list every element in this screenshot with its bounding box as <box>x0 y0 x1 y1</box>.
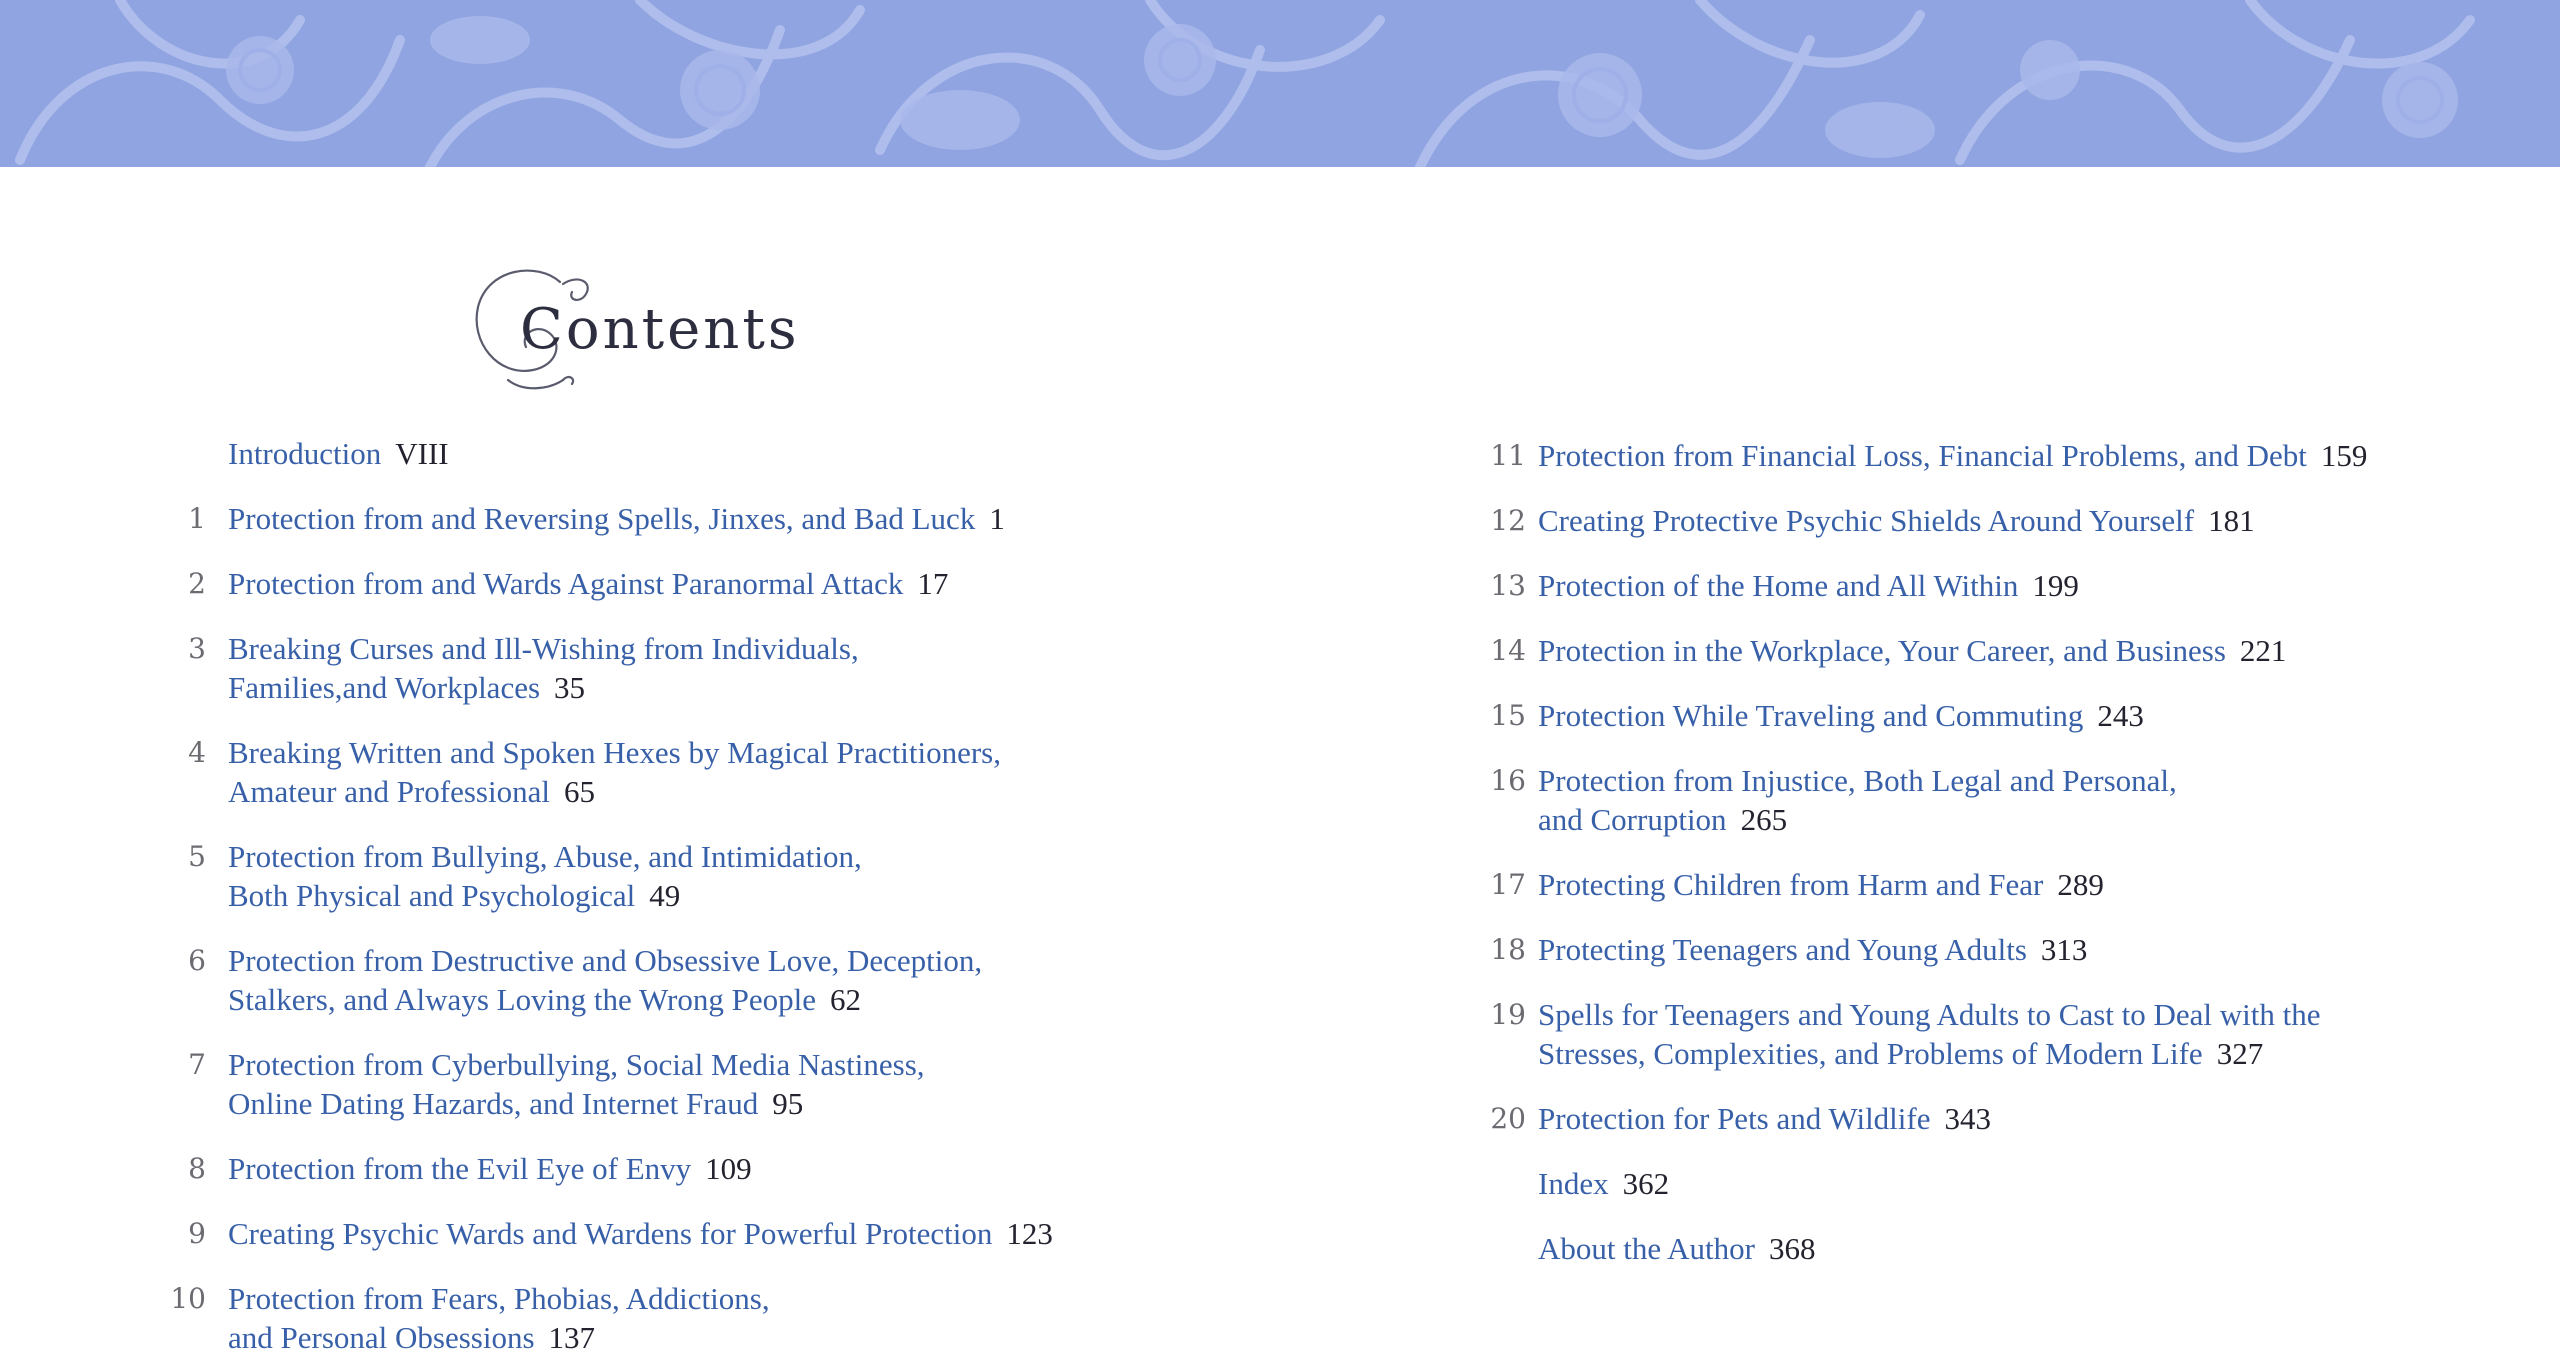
entry-title[interactable]: Protection of the Home and All Within <box>1538 568 2019 603</box>
entry-title[interactable]: Creating Psychic Wards and Wardens for Powerful Protection <box>228 1216 993 1251</box>
chapter-number: 18 <box>1490 933 1526 966</box>
chapter-number: 10 <box>170 1282 206 1315</box>
chapter-number: 17 <box>1490 868 1526 901</box>
entry-line <box>1538 436 2367 475</box>
entry-line <box>1538 930 2087 969</box>
chapter-number: 15 <box>1490 699 1526 732</box>
entry-title[interactable]: Index <box>1538 1166 1609 1201</box>
entry-line <box>228 1279 770 1318</box>
entry-line <box>1538 995 2321 1034</box>
chapter-number: 2 <box>188 567 206 600</box>
chapter-number: 8 <box>188 1152 206 1185</box>
chapter-number: 11 <box>1490 439 1526 472</box>
chapter-number: 3 <box>188 632 206 665</box>
entry-line <box>1538 631 2286 670</box>
entry-title[interactable]: Protection from and Reversing Spells, Jinxes, and Bad Luck <box>228 501 976 536</box>
chapter-number: 12 <box>1490 504 1526 537</box>
page-number: 368 <box>1769 1231 1816 1266</box>
chapter-number: 16 <box>1490 764 1526 797</box>
entry-body <box>1538 436 2367 475</box>
entry-title[interactable]: Spells for Teenagers and Young Adults to Cast to Deal with the <box>1538 997 2321 1032</box>
page-number: 35 <box>554 670 586 705</box>
entry-line <box>228 434 449 473</box>
entry-body <box>1538 761 2177 839</box>
entry-body <box>228 434 449 473</box>
entry-title[interactable]: Breaking Curses and Ill-Wishing from Individuals, <box>228 631 859 666</box>
entry-body <box>228 1214 1053 1253</box>
entry-body <box>1538 631 2286 670</box>
entry-body <box>228 564 948 603</box>
entry-body <box>1538 566 2079 605</box>
entry-title[interactable]: Both Physical and Psychological <box>228 878 636 913</box>
entry-line <box>228 1214 1053 1253</box>
chapter-number: 6 <box>188 944 206 977</box>
chapter-number: 7 <box>188 1048 206 1081</box>
entry-body <box>228 1279 770 1357</box>
chapter-number: 19 <box>1490 998 1526 1031</box>
page-number: 95 <box>772 1086 804 1121</box>
entry-title[interactable]: Protection While Traveling and Commuting <box>1538 698 2084 733</box>
entry-line <box>228 837 862 876</box>
page-number: 159 <box>2320 438 2368 473</box>
page-number: 289 <box>2057 867 2104 902</box>
page-number: 199 <box>2032 568 2079 603</box>
page-number: 65 <box>563 774 595 809</box>
page-number: VIII <box>395 436 449 471</box>
entry-body <box>1538 930 2087 969</box>
entry-body <box>1538 995 2321 1073</box>
entry-title[interactable]: Online Dating Hazards, and Internet Fraud <box>228 1086 759 1121</box>
entry-line <box>228 1045 925 1084</box>
entry-body <box>228 1045 925 1123</box>
entry-body <box>228 837 862 915</box>
entry-title[interactable]: Protection from Injustice, Both Legal and Personal, <box>1538 763 2177 798</box>
chapter-number: 13 <box>1490 569 1526 602</box>
entry-body <box>228 499 1005 538</box>
entry-body <box>228 733 1001 811</box>
entry-line <box>1538 1164 1669 1203</box>
floral-pattern-icon <box>0 0 2560 167</box>
entry-body <box>228 1149 752 1188</box>
chapter-number: 20 <box>1490 1102 1526 1135</box>
entry-title[interactable]: Protecting Teenagers and Young Adults <box>1538 932 2027 967</box>
entry-title[interactable]: Protection from Destructive and Obsessive Love, Deception, <box>228 943 983 978</box>
entry-line <box>1538 501 2255 540</box>
entry-title[interactable]: Protecting Children from Harm and Fear <box>1538 867 2044 902</box>
page-number: 181 <box>2208 503 2255 538</box>
chapter-number: 5 <box>188 840 206 873</box>
page-number: 243 <box>2097 698 2144 733</box>
entry-title[interactable]: About the Author <box>1538 1231 1755 1266</box>
decorative-banner <box>0 0 2560 167</box>
entry-title[interactable]: Families,and Workplaces <box>228 670 541 705</box>
entry-line <box>1538 761 2177 800</box>
entry-title[interactable]: Protection from and Wards Against Paranormal Attack <box>228 566 904 601</box>
entry-title[interactable]: Protection from Bullying, Abuse, and Intimidation, <box>228 839 862 874</box>
entry-line <box>1538 1034 2321 1073</box>
entry-title[interactable]: Protection from the Evil Eye of Envy <box>228 1151 692 1186</box>
entry-title[interactable]: Creating Protective Psychic Shields Around Yourself <box>1538 503 2195 538</box>
page-number: 62 <box>829 982 861 1017</box>
entry-title[interactable]: Stalkers, and Always Loving the Wrong People <box>228 982 816 1017</box>
page-number: 1 <box>989 501 1005 536</box>
page-number: 137 <box>548 1320 596 1355</box>
entry-line <box>228 499 1005 538</box>
entry-line <box>228 1318 770 1357</box>
entry-body <box>228 629 859 707</box>
entry-body <box>1538 696 2144 735</box>
page-number: 313 <box>2040 932 2088 967</box>
page-number: 327 <box>2216 1036 2264 1071</box>
entry-title[interactable]: Introduction <box>228 436 382 471</box>
entry-body <box>1538 865 2104 904</box>
entry-line <box>1538 1099 1991 1138</box>
entry-body <box>1538 1229 1816 1268</box>
contents-heading <box>468 262 800 392</box>
entry-line <box>228 733 1001 772</box>
entry-line <box>1538 696 2144 735</box>
entry-title[interactable]: Breaking Written and Spoken Hexes by Magical Practitioners, <box>228 735 1001 770</box>
entry-body <box>228 941 982 1019</box>
entry-line <box>1538 1229 1816 1268</box>
page-number: 221 <box>2239 633 2287 668</box>
entry-title[interactable]: Amateur and Professional <box>228 774 550 809</box>
page-number: 109 <box>705 1151 752 1186</box>
entry-line <box>228 1149 752 1188</box>
entry-title[interactable]: Protection from Cyberbullying, Social Media Nastiness, <box>228 1047 925 1082</box>
page-title: Contents <box>520 297 800 362</box>
entry-body <box>1538 1164 1669 1203</box>
entry-title[interactable]: Protection from Financial Loss, Financial Problems, and Debt <box>1538 438 2307 473</box>
entry-line <box>228 629 859 668</box>
entry-line <box>228 772 1001 811</box>
entry-title[interactable]: and Corruption <box>1538 802 1727 837</box>
entry-body <box>1538 501 2255 540</box>
chapter-number: 9 <box>188 1217 206 1250</box>
page-number: 265 <box>1740 802 1788 837</box>
entry-line <box>228 1084 925 1123</box>
entry-line <box>1538 865 2104 904</box>
entry-line <box>228 564 948 603</box>
entry-title[interactable]: Stresses, Complexities, and Problems of Modern Life <box>1538 1036 2203 1071</box>
page-number: 123 <box>1006 1216 1053 1251</box>
entry-title[interactable]: Protection in the Workplace, Your Career, and Business <box>1538 633 2226 668</box>
entry-line <box>228 876 862 915</box>
entry-title[interactable]: Protection from Fears, Phobias, Addictions, <box>228 1281 770 1316</box>
chapter-number: 1 <box>188 502 206 535</box>
entry-title[interactable]: and Personal Obsessions <box>228 1320 535 1355</box>
page-number: 17 <box>917 566 949 601</box>
page-number: 49 <box>649 878 681 913</box>
page-number: 362 <box>1622 1166 1670 1201</box>
entry-body <box>1538 1099 1991 1138</box>
page-number: 343 <box>1944 1101 1991 1136</box>
entry-title[interactable]: Protection for Pets and Wildlife <box>1538 1101 1931 1136</box>
chapter-number: 14 <box>1490 634 1526 667</box>
chapter-number: 4 <box>188 736 206 769</box>
entry-line <box>228 980 982 1019</box>
entry-line <box>1538 566 2079 605</box>
entry-line <box>228 941 982 980</box>
entry-line <box>228 668 859 707</box>
entry-line <box>1538 800 2177 839</box>
